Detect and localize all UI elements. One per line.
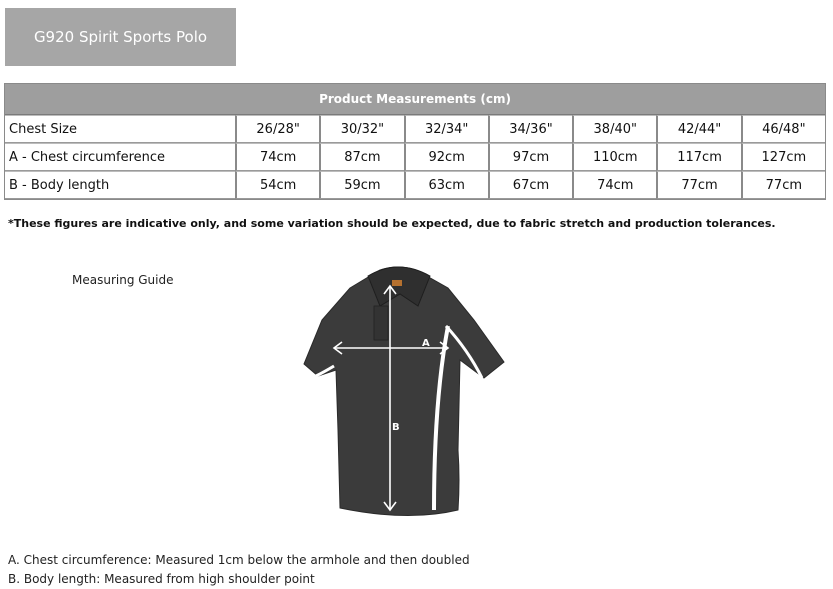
table-cell: 74cm bbox=[235, 143, 319, 171]
table-cell: 127cm bbox=[741, 143, 825, 171]
shirt-placket bbox=[374, 306, 388, 340]
disclaimer-note: *These figures are indicative only, and some variation should be expected, due to fabric stretch and production tolerances. bbox=[8, 217, 776, 230]
footnote-chest: A. Chest circumference: Measured 1cm below the armhole and then doubled bbox=[8, 553, 470, 567]
table-cell: 54cm bbox=[235, 171, 319, 199]
table-row-body-length bbox=[5, 171, 825, 199]
measurements-table bbox=[4, 83, 826, 200]
table-cell: 38/40" bbox=[572, 115, 656, 143]
table-row-chest-circumference bbox=[5, 143, 825, 171]
table-cell: 77cm bbox=[741, 171, 825, 199]
table-cell: 97cm bbox=[488, 143, 572, 171]
table-cell: 42/44" bbox=[656, 115, 740, 143]
product-title: G920 Spirit Sports Polo bbox=[5, 8, 236, 66]
table-cell: 87cm bbox=[319, 143, 403, 171]
shirt-tag bbox=[392, 280, 402, 286]
row-label: Chest Size bbox=[5, 115, 235, 143]
footnote-length: B. Body length: Measured from high shoulder point bbox=[8, 572, 315, 586]
table-cell: 74cm bbox=[572, 171, 656, 199]
table-cell: 30/32" bbox=[319, 115, 403, 143]
row-label: B - Body length bbox=[5, 171, 235, 199]
table-cell: 67cm bbox=[488, 171, 572, 199]
table-header: Product Measurements (cm) bbox=[5, 84, 825, 115]
marker-a: A bbox=[422, 338, 430, 349]
table-cell: 34/36" bbox=[488, 115, 572, 143]
table-cell: 110cm bbox=[572, 143, 656, 171]
row-label: A - Chest circumference bbox=[5, 143, 235, 171]
table-cell: 26/28" bbox=[235, 115, 319, 143]
marker-b: B bbox=[392, 422, 400, 433]
table-cell: 92cm bbox=[404, 143, 488, 171]
table-cell: 59cm bbox=[319, 171, 403, 199]
table-row-chest-size bbox=[5, 115, 825, 143]
polo-shirt-diagram bbox=[298, 260, 510, 522]
table-cell: 46/48" bbox=[741, 115, 825, 143]
table-cell: 117cm bbox=[656, 143, 740, 171]
table-cell: 32/34" bbox=[404, 115, 488, 143]
shirt-body bbox=[304, 267, 504, 516]
measuring-guide-label: Measuring Guide bbox=[72, 273, 174, 287]
table-cell: 63cm bbox=[404, 171, 488, 199]
table-cell: 77cm bbox=[656, 171, 740, 199]
